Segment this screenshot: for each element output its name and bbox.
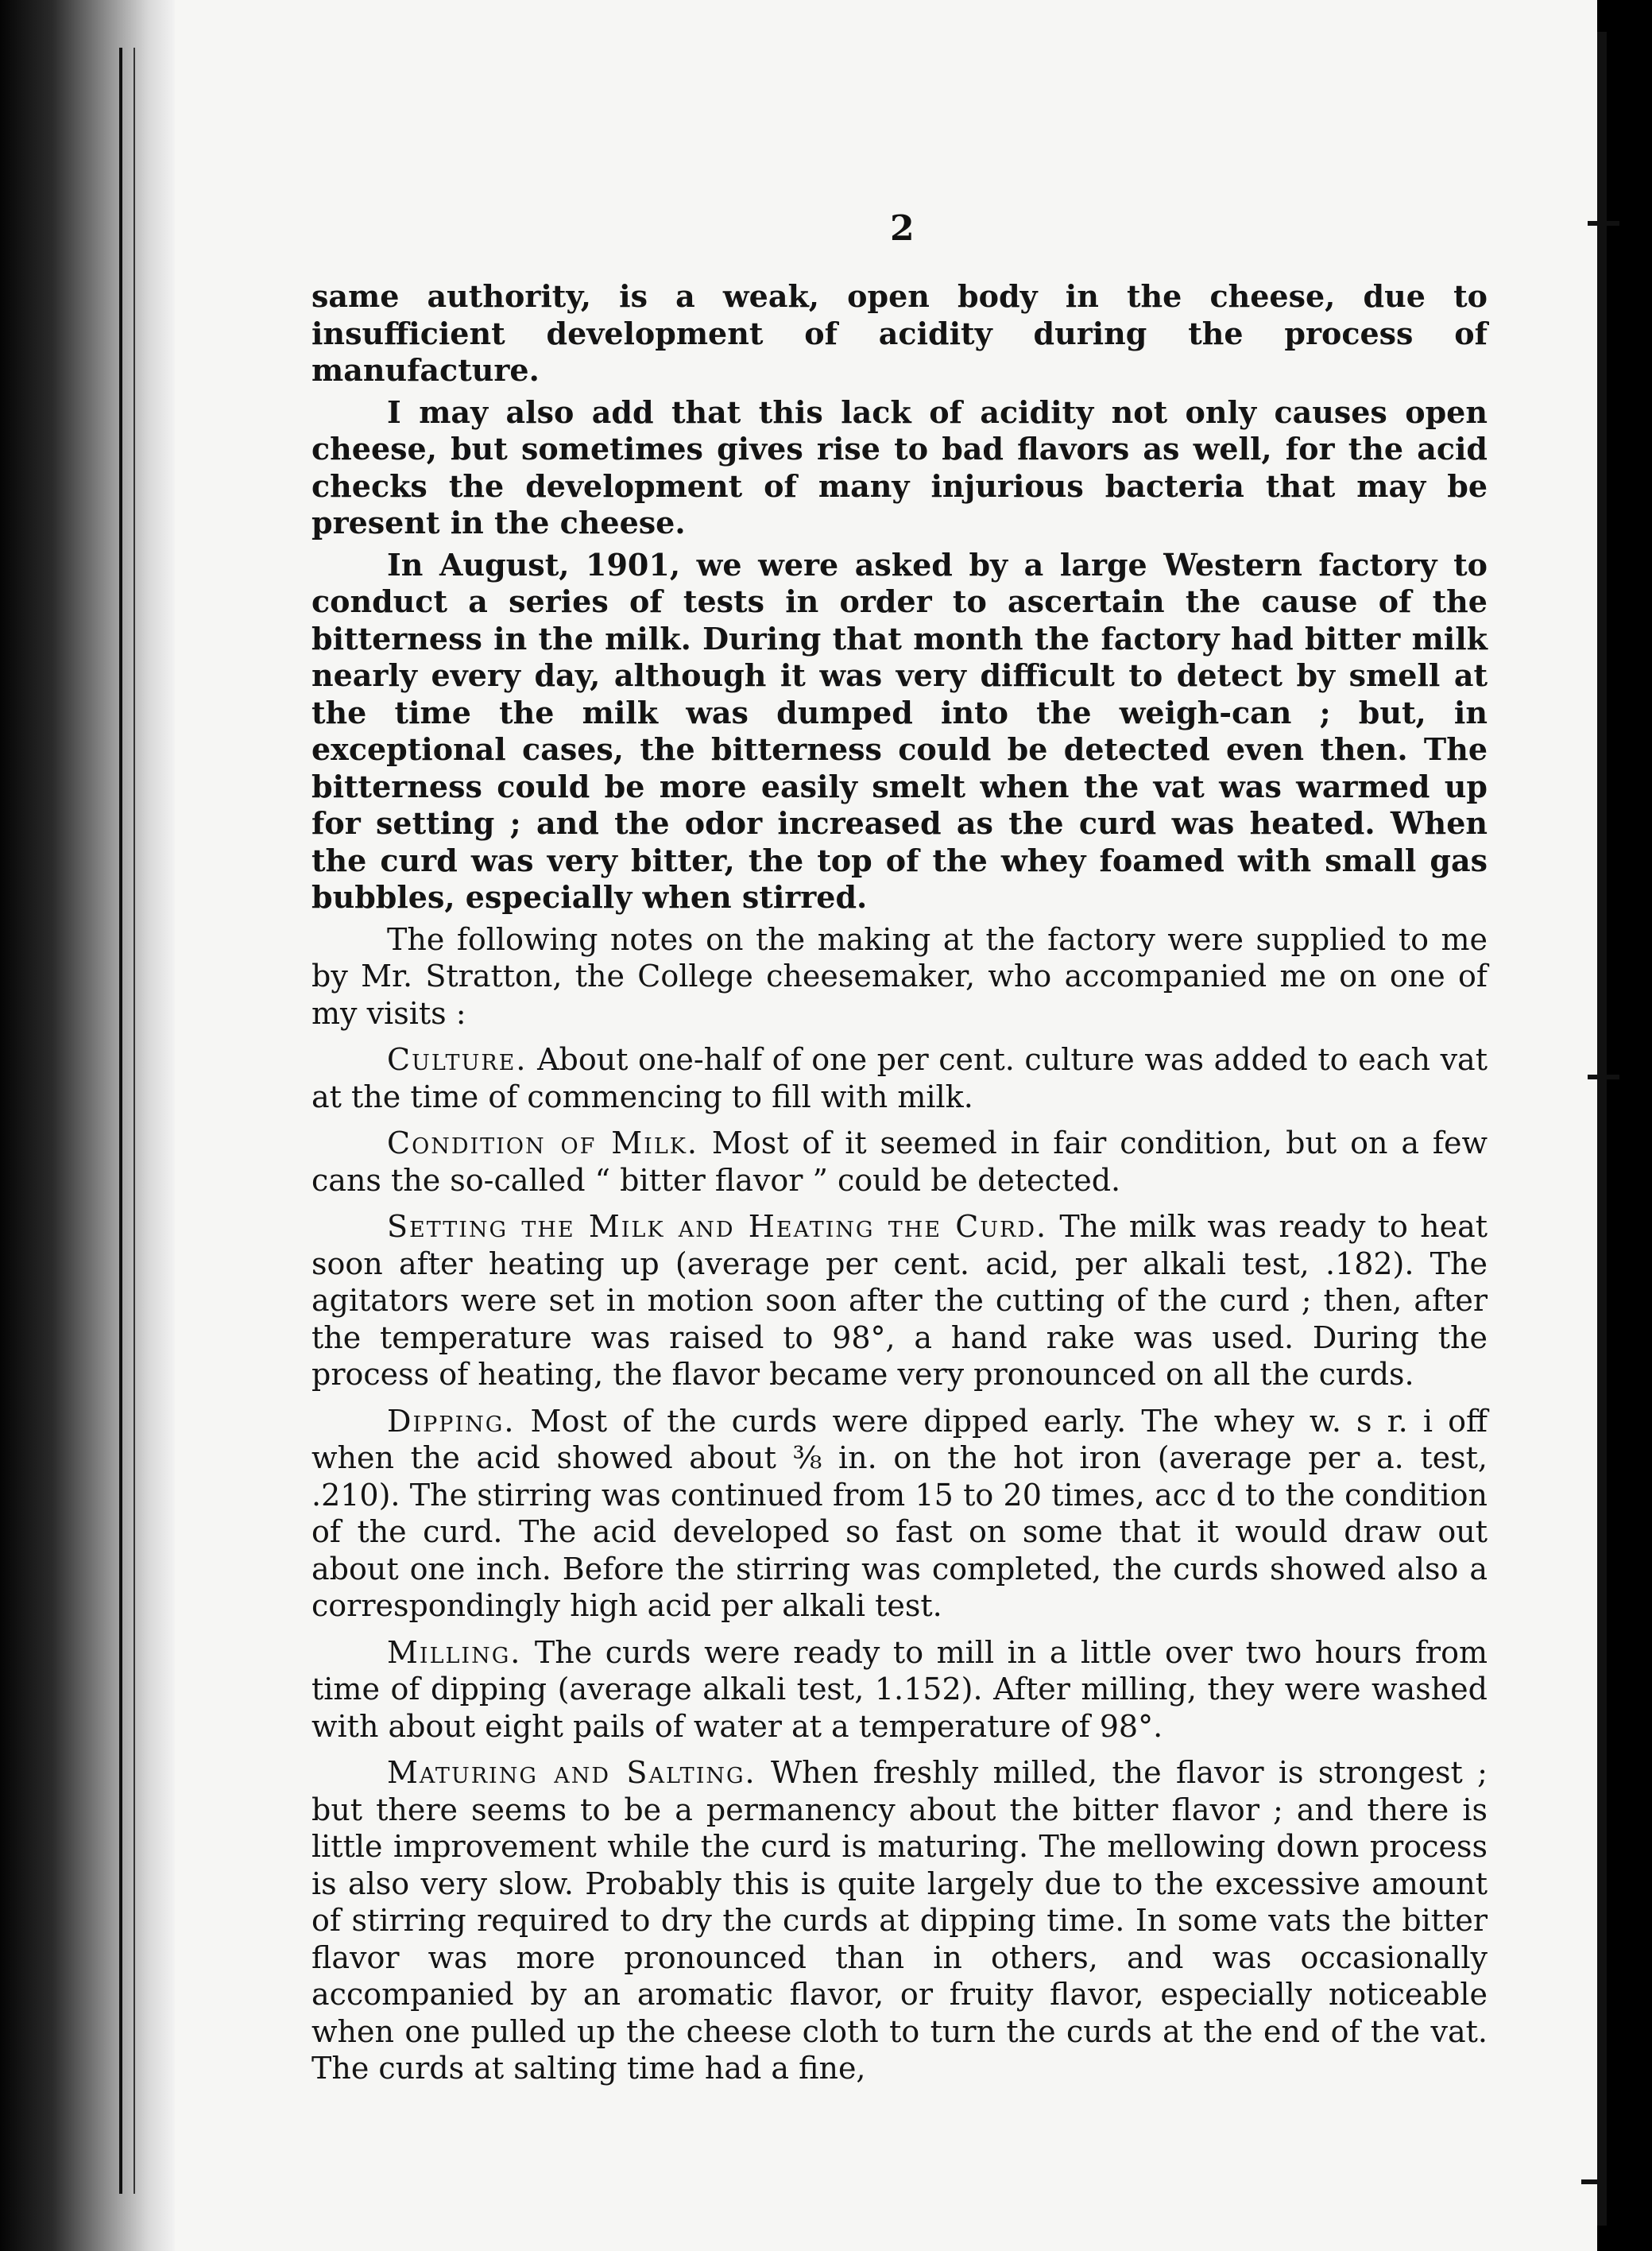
page-number: 2: [890, 208, 915, 249]
paragraph: The following notes on the making at the factory were supplied to me by Mr. Stratton, the College cheesemaker, who accompanied me on one of my visits :: [311, 921, 1488, 1031]
section-culture: [311, 1041, 1488, 1115]
section-heading: Maturing and Salting.: [387, 1755, 756, 1790]
section-heading: Milling.: [387, 1634, 522, 1670]
section-condition-of-milk: [311, 1125, 1488, 1199]
section-heading: Setting the Milk and Heating the Curd.: [387, 1209, 1048, 1244]
book-spine-shadow: [0, 0, 175, 2251]
section-milling: [311, 1634, 1488, 1745]
section-dipping: [311, 1403, 1488, 1625]
paragraph: I may also add that this lack of acidity not only causes open cheese, but sometimes gives rise to bad flavors as well, for the acid checks the development of many injurious bacteria that may be present in the cheese.: [311, 393, 1488, 540]
paragraph-text: In August, 1901, we were asked by a large Western factory to conduct a series of tests in order to ascertain the cause of the bitterness in the milk. During that month the factory had bitter milk nearly every day, although it was very difficult to detect by smell at the time the milk was dumped into the weigh-can ; but, in exceptional cases, the bitterness could be detected even then. The bitterness could be more easily smelt when the vat was warmed up for setting ; and the odor increased as the curd was heated. When the curd was very bitter, the top of the whey foamed with small gas bubbles, especially when stirred.: [311, 546, 1488, 915]
section-text: Most of the curds were dipped early. The whey w. s r. i off when the acid showed about ⅜ in. on the hot iron (average per a. test, .210). The stirring was continued from 15 to 20 times, acc d to the condition of the curd. The acid developed so fast on some that it would draw out about one inch. Before the stirring was completed, the curds showed also a correspondingly high acid per alkali test.: [311, 1403, 1488, 1623]
paragraph: [311, 547, 1488, 916]
section-maturing-and-salting: [311, 1754, 1488, 2087]
spine-line: [119, 48, 122, 2194]
registration-tick: [1588, 1075, 1619, 1079]
section-heading: Culture.: [387, 1042, 528, 1077]
body-text: [311, 278, 1488, 2092]
section-text: The curds were ready to mill in a little over two hours from time of dipping (average alkali test, 1.152). After milling, they were washed with about eight pails of water at a temperature of 98°.: [311, 1634, 1488, 1744]
scan-border-right: [1607, 0, 1652, 2251]
registration-tick: [1581, 2179, 1599, 2184]
section-text: When freshly milled, the flavor is strongest ; but there seems to be a permanency about the bitter flavor ; and there is little improvement while the curd is maturing. The mellowing down process is also very slow. Probably this is quite largely due to the excessive amount of stirring required to dry the curds at dipping time. In some vats the bitter flavor was more pronounced than in others, and was occasionally accompanied by an aromatic flavor, or fruity flavor, especially noticeable when one pulled up the cheese cloth to turn the curds at the end of the vat. The curds at salting time had a fine,: [311, 1755, 1488, 2086]
section-text: Most of it seemed in fair condition, but on a few cans the so-called “ bitter flavor ” could be detected.: [311, 1126, 1488, 1198]
paragraph: same authority, is a weak, open body in the cheese, due to insufficient development of acidity during the process of manufacture.: [311, 278, 1488, 388]
section-text: About one-half of one per cent. culture was added to each vat at the time of commencing to fill with milk.: [311, 1042, 1488, 1114]
section-text: The milk was ready to heat soon after heating up (average per cent. acid, per alkali test, .182). The agitators were set in motion soon after the cutting of the curd ; then, after the temperature was raised to 98°, a hand rake was used. During the process of heating, the flavor became very pronounced on all the curds.: [311, 1209, 1488, 1392]
section-setting-and-heating: [311, 1208, 1488, 1393]
page-edge-right: [1597, 32, 1607, 2226]
section-heading: Dipping.: [387, 1403, 516, 1439]
registration-tick: [1588, 221, 1619, 226]
section-heading: Condition of Milk.: [387, 1126, 699, 1160]
spine-line: [133, 48, 135, 2194]
